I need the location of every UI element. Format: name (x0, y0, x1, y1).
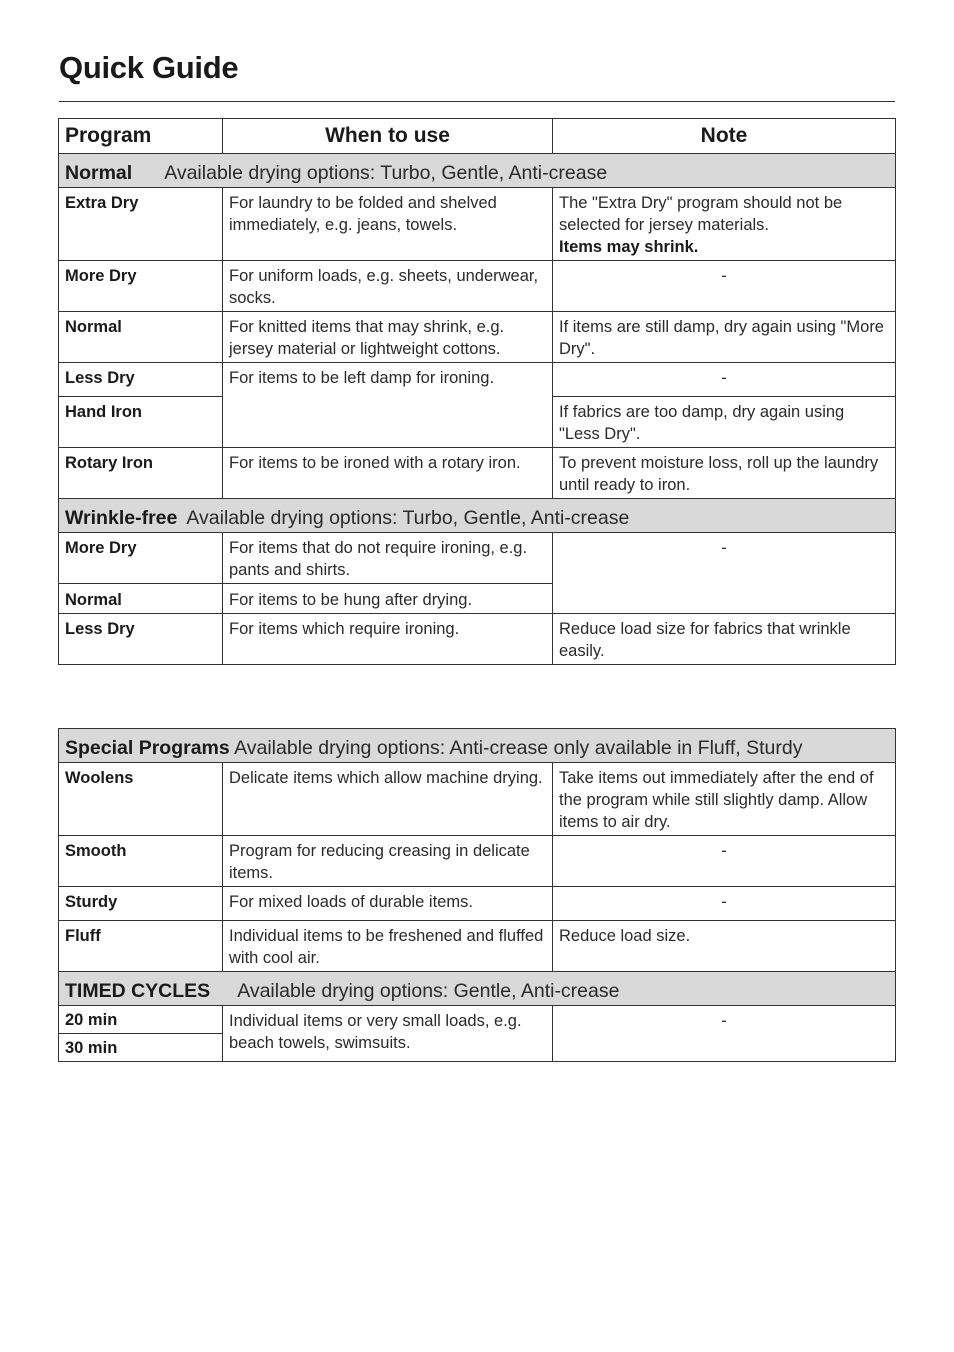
program-name: Fluff (59, 921, 223, 972)
header-row (59, 119, 896, 154)
when-to-use: Program for reducing creasing in delicate items. (223, 836, 553, 887)
note: - (553, 1006, 896, 1062)
program-name: Woolens (59, 763, 223, 836)
program-name: Smooth (59, 836, 223, 887)
note: If items are still damp, dry again using "More Dry". (553, 312, 896, 363)
program-name: 30 min (59, 1034, 223, 1062)
table-row (59, 363, 896, 397)
table-row (59, 188, 896, 261)
section-options: Available drying options: Gentle, Anti-crease (237, 980, 620, 1002)
note: To prevent moisture loss, roll up the laundry until ready to iron. (553, 448, 896, 499)
program-name: Sturdy (59, 887, 223, 921)
when-to-use: For items that do not require ironing, e.g. pants and shirts. (223, 533, 553, 584)
section-options: Available drying options: Turbo, Gentle, Anti-crease (186, 507, 630, 529)
note: Reduce load size. (553, 921, 896, 972)
table-row (59, 533, 896, 584)
table-row (59, 763, 896, 836)
section-options: Available drying options: Turbo, Gentle, Anti-crease (164, 162, 608, 184)
when-to-use: For knitted items that may shrink, e.g. jersey material or lightweight cottons. (223, 312, 553, 363)
section-timed-cycles (59, 972, 896, 1006)
when-to-use: For laundry to be folded and shelved immediately, e.g. jeans, towels. (223, 188, 553, 261)
program-name: Less Dry (59, 363, 223, 397)
program-name: Extra Dry (59, 188, 223, 261)
table-row (59, 1006, 896, 1034)
note: - (553, 887, 896, 921)
special-programs-table (58, 728, 896, 1062)
table-row (59, 836, 896, 887)
note: Reduce load size for fabrics that wrinkle easily. (553, 614, 896, 665)
section-name: Special Programs (65, 737, 230, 759)
when-to-use: Individual items or very small loads, e.g. beach towels, swimsuits. (223, 1006, 553, 1062)
program-name: More Dry (59, 261, 223, 312)
section-special-programs (59, 729, 896, 763)
page-title: Quick Guide (59, 50, 239, 85)
program-name: More Dry (59, 533, 223, 584)
section-normal (59, 154, 896, 188)
title-divider (59, 101, 895, 102)
note: - (553, 363, 896, 397)
column-header-program: Program (59, 119, 223, 154)
note: If fabrics are too damp, dry again using "Less Dry". (553, 397, 896, 448)
section-name: Wrinkle-free (65, 507, 178, 529)
when-to-use: Delicate items which allow machine drying. (223, 763, 553, 836)
section-options: Available drying options: Anti-crease only available in Fluff, Sturdy (234, 737, 803, 759)
section-name: Normal (65, 162, 133, 184)
program-name: Less Dry (59, 614, 223, 665)
note: - (553, 261, 896, 312)
table-row (59, 887, 896, 921)
note: - (553, 836, 896, 887)
when-to-use: For items to be ironed with a rotary iron. (223, 448, 553, 499)
table-row (59, 614, 896, 665)
program-name: Hand Iron (59, 397, 223, 448)
table-row (59, 921, 896, 972)
note-text: The "Extra Dry" program should not be selected for jersey materials. (559, 194, 843, 234)
when-to-use: For items which require ironing. (223, 614, 553, 665)
table-row (59, 261, 896, 312)
program-name: Normal (59, 312, 223, 363)
note: Take items out immediately after the end of the program while still slightly damp. Allow items to air dry. (553, 763, 896, 836)
program-name: Rotary Iron (59, 448, 223, 499)
note-warning: Items may shrink. (559, 238, 699, 256)
note (553, 188, 896, 261)
section-wrinkle-free (59, 499, 896, 533)
table-row (59, 312, 896, 363)
when-to-use: For mixed loads of durable items. (223, 887, 553, 921)
section-name: TIMED CYCLES (65, 980, 211, 1002)
quick-guide-table (58, 118, 896, 665)
when-to-use: For items to be hung after drying. (223, 584, 553, 614)
when-to-use: For items to be left damp for ironing. (223, 363, 553, 448)
program-name: 20 min (59, 1006, 223, 1034)
table-row (59, 448, 896, 499)
column-header-when-to-use: When to use (223, 119, 553, 154)
when-to-use: Individual items to be freshened and fluffed with cool air. (223, 921, 553, 972)
column-header-note: Note (553, 119, 896, 154)
program-name: Normal (59, 584, 223, 614)
when-to-use: For uniform loads, e.g. sheets, underwear, socks. (223, 261, 553, 312)
note: - (553, 533, 896, 614)
